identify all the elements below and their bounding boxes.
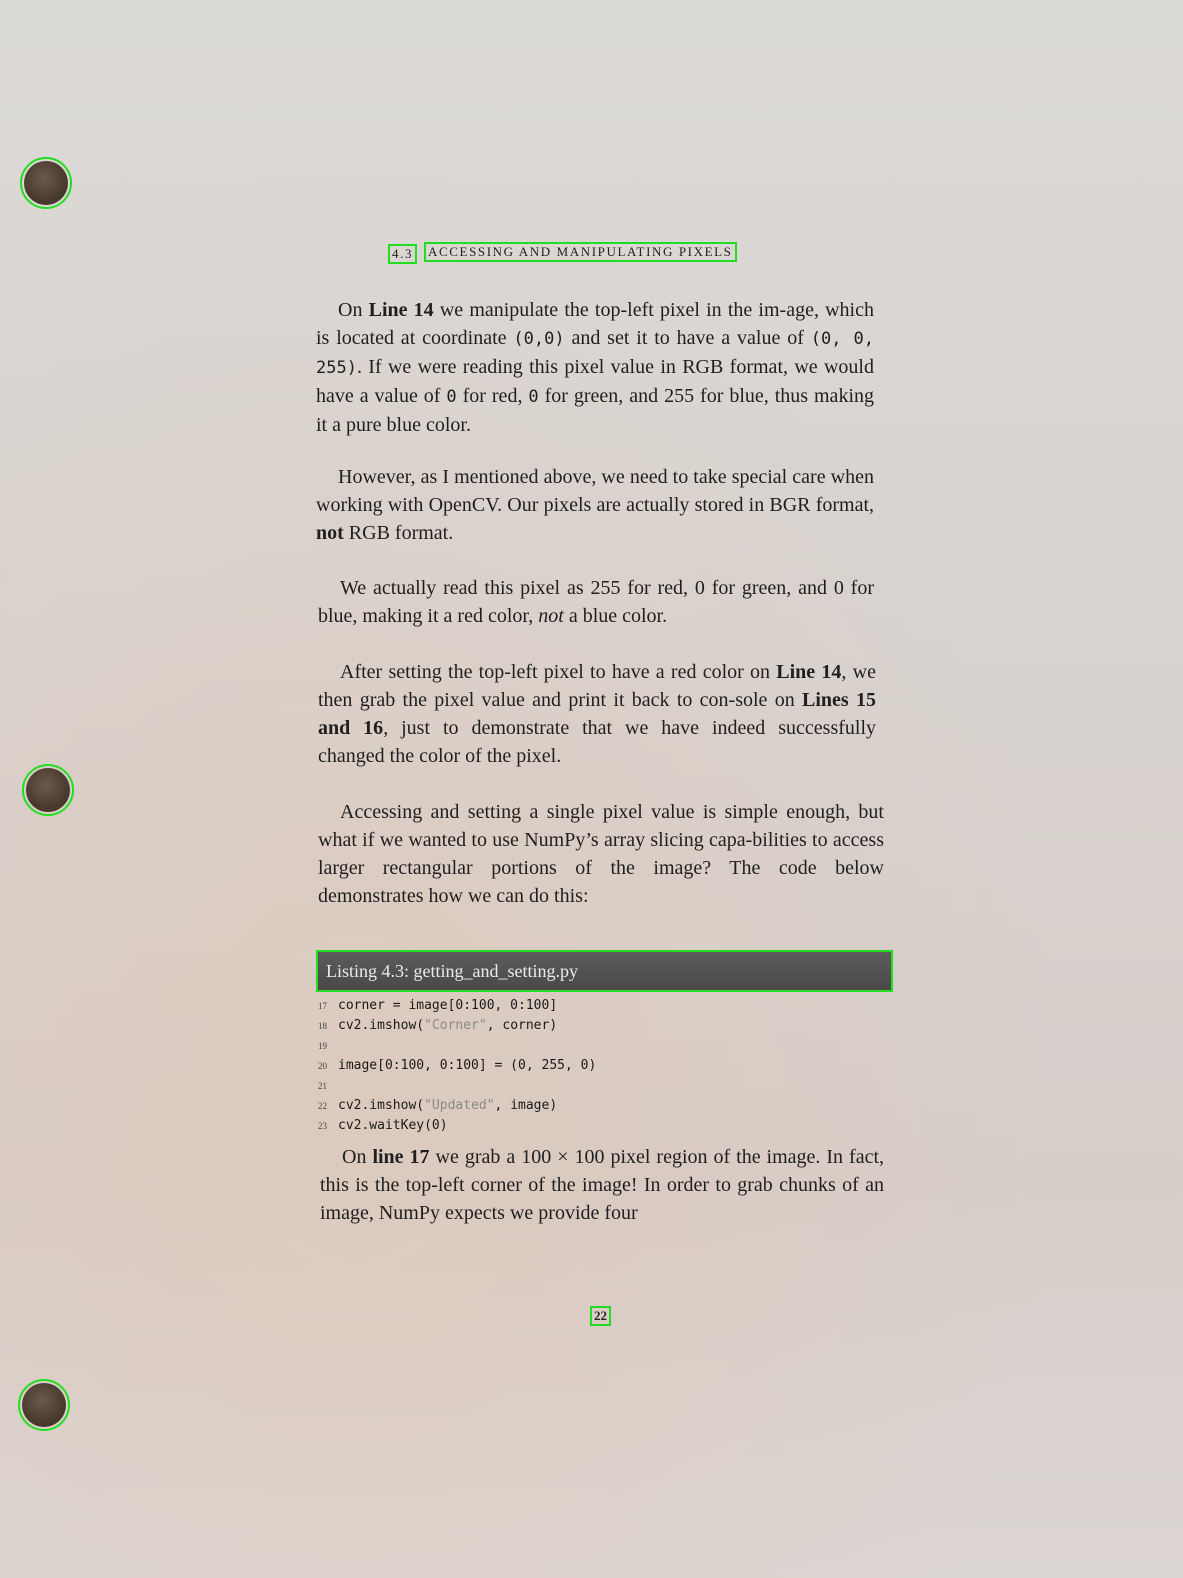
- code-line: 21: [318, 1081, 327, 1091]
- paragraph: On Line 14 we manipulate the top-left pixel in the im-age, which is located at coordinate (0,0) and set it to have a value of (0, 0, 255). If we were reading this pixel value in RGB format, we would have a value of 0 for red, 0 for green, and 255 for blue, thus making it a pure blue color.: [316, 299, 874, 436]
- listing-caption-bar: [318, 952, 891, 990]
- paragraph: Accessing and setting a single pixel value is simple enough, but what if we wanted to use NumPy’s array slicing capa-bilities to access larger rectangular portions of the image? The code below demonstrates how we can do this:: [318, 801, 884, 907]
- page-number: 22: [594, 1308, 607, 1323]
- code-line: 22 cv2.imshow("Updated", image): [318, 1098, 558, 1113]
- code-line: 23 cv2.waitKey(0): [318, 1118, 448, 1133]
- paragraph: However, as I mentioned above, we need to take special care when working with OpenCV. Our pixels are actually stored in BGR format, not RGB format.: [316, 466, 874, 544]
- code-line: 19: [318, 1041, 327, 1051]
- code-line: 17 corner = image[0:100, 0:100]: [318, 998, 558, 1013]
- paragraph: After setting the top-left pixel to have a red color on Line 14, we then grab the pixel value and print it back to con-sole on Lines 15 and 16, just to demonstrate that we have indeed successfully changed the color of the pixel.: [318, 661, 876, 767]
- code-line: 20 image[0:100, 0:100] = (0, 255, 0): [318, 1058, 597, 1073]
- section-title: ACCESSING AND MANIPULATING PIXELS: [424, 242, 737, 262]
- listing-caption: Listing 4.3: getting_and_setting.py: [326, 961, 578, 981]
- running-header: [388, 242, 808, 264]
- section-number: 4.3: [388, 244, 417, 264]
- binder-hole: [22, 1383, 66, 1427]
- binder-hole: [24, 161, 68, 205]
- code-line: 18 cv2.imshow("Corner", corner): [318, 1018, 558, 1033]
- paragraph: We actually read this pixel as 255 for red, 0 for green, and 0 for blue, making it a red color, not a blue color.: [318, 577, 875, 627]
- paragraph: On line 17 we grab a 100 × 100 pixel region of the image. In fact, this is the top-left corner of the image! In order to grab chunks of an image, NumPy expects we provide four: [320, 1146, 885, 1224]
- binder-hole: [26, 768, 70, 812]
